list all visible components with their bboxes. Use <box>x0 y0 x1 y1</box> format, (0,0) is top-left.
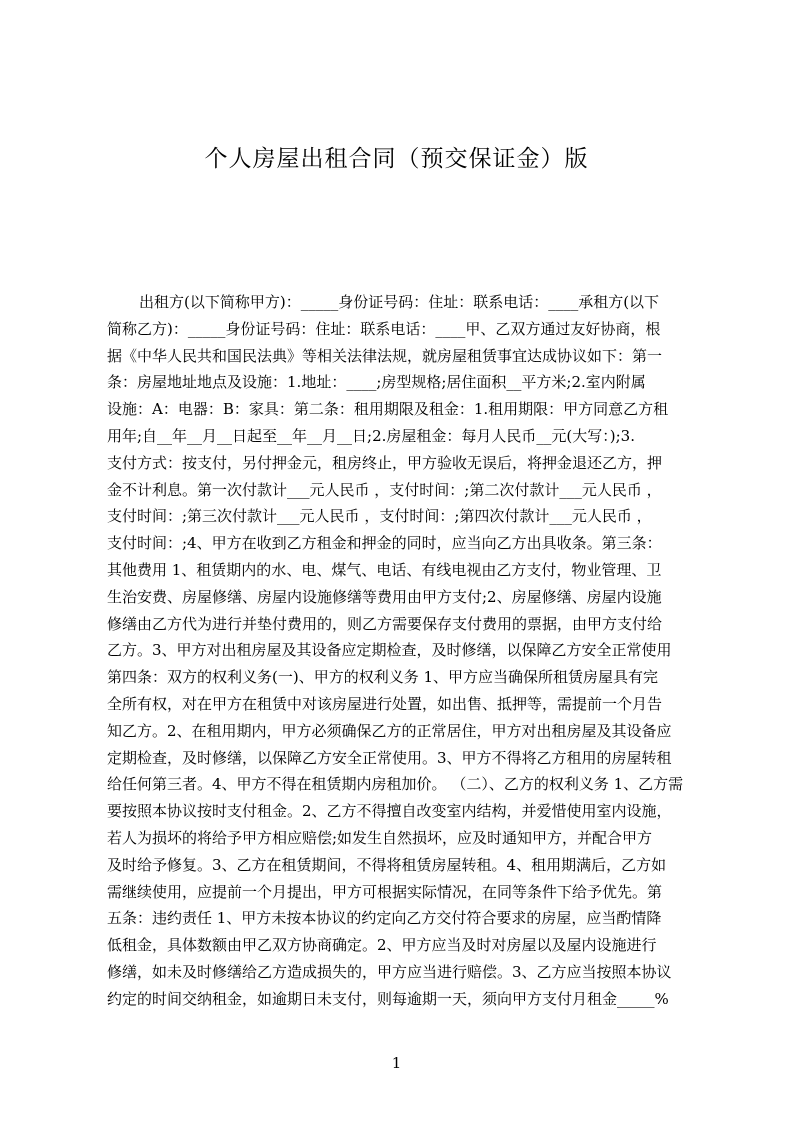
body-line: 五条：违约责任 1、甲方未按本协议的约定向乙方交付符合要求的房屋，应当酌情降 <box>107 909 662 928</box>
body-line: 修缮由乙方代为进行并垫付费用的，则乙方需要保存支付费用的票据，由甲方支付给 <box>107 614 663 633</box>
document-title: 个人房屋出租合同（预交保证金）版 <box>204 146 589 172</box>
body-line: 乙方。3、甲方对出租房屋及其设备应定期检查，及时修缮，以保障乙方安全正常使用 <box>107 641 672 660</box>
body-line: 需继续使用，应提前一个月提出，甲方可根据实际情况，在同等条件下给予优先。第 <box>107 882 663 901</box>
body-line: 出租方(以下简称甲方)：_____身份证号码：住址：联系电话：____承租方(以下 <box>139 293 660 311</box>
body-line: 全所有权，对在甲方在租赁中对该房屋进行处置，如出售、抵押等，需提前一个月告 <box>107 694 663 713</box>
body-line: 约定的时间交纳租金，如逾期日未支付，则每逾期一天，须向甲方支付月租金_____% <box>107 989 669 1008</box>
body-line: 定期检查，及时修缮，以保障乙方安全正常使用。3、甲方不得将乙方租用的房屋转租 <box>107 748 672 767</box>
body-line: 给任何第三者。4、甲方不得在租赁期内房租加价。 （二）、乙方的权利义务 1、乙方需 <box>107 775 684 794</box>
body-line: 第四条：双方的权利义务(一)、甲方的权利义务 1、甲方应当确保所租赁房屋具有完 <box>107 668 659 687</box>
body-line: 支付方式：按支付，另付押金元，租房终止，甲方验收无误后，将押金退还乙方，押 <box>107 453 663 472</box>
body-line: 要按照本协议按时支付租金。2、乙方不得擅自改变室内结构，并爱惜使用室内设施， <box>107 802 672 821</box>
body-line: 生治安费、房屋修缮、房屋内设施修缮等费用由甲方支付;2、房屋修缮、房屋内设施 <box>107 587 662 606</box>
body-line: 条：房屋地址地点及设施：1.地址：____;房型规格;居住面积__平方米;2.室内附属 <box>107 373 646 392</box>
body-line: 设施：A：电器：B：家具：第二条：租用期限及租金：1.租用期限：甲方同意乙方租 <box>107 400 669 419</box>
body-line: 其他费用 1、租赁期内的水、电、煤气、电话、有线电视由乙方支付，物业管理、卫 <box>107 560 662 579</box>
body-line: 金不计利息。第一次付款计___元人民币 ，支付时间：;第二次付款计___元人民币 ， <box>107 480 662 499</box>
body-line: 用年;自__年__月__日起至__年__月__日;2.房屋租金：每月人民币__元(大写：);3. <box>107 426 635 445</box>
body-line: 若人为损坏的将给予甲方相应赔偿;如发生自然损坏，应及时通知甲方，并配合甲方 <box>107 828 653 847</box>
document-body <box>107 289 697 1013</box>
body-line: 低租金，具体数额由甲乙双方协商确定。2、甲方应当及时对房屋以及屋内设施进行 <box>107 936 657 955</box>
body-line: 支付时间：;第三次付款计___元人民币 ，支付时间：;第四次付款计___元人民币 ， <box>107 507 652 526</box>
body-line: 简称乙方)：_____身份证号码：住址：联系电话：____甲、乙双方通过友好协商，根 <box>107 319 661 338</box>
page-number: 1 <box>391 1054 402 1072</box>
body-line: 修缮，如未及时修缮给乙方造成损失的，甲方应当进行赔偿。3、乙方应当按照本协议 <box>107 962 672 981</box>
body-line: 支付时间：;4、甲方在收到乙方租金和押金的同时，应当向乙方出具收条。第三条： <box>107 534 662 553</box>
body-line: 知乙方。2、在租用期内，甲方必须确保乙方的正常居住，甲方对出租房屋及其设备应 <box>107 721 672 740</box>
body-line: 据《中华人民共和国民法典》等相关法律法规，就房屋租赁事宜达成协议如下：第一 <box>107 346 663 365</box>
body-line: 及时给予修复。3、乙方在租赁期间，不得将租赁房屋转租。4、租用期满后，乙方如 <box>107 855 667 874</box>
